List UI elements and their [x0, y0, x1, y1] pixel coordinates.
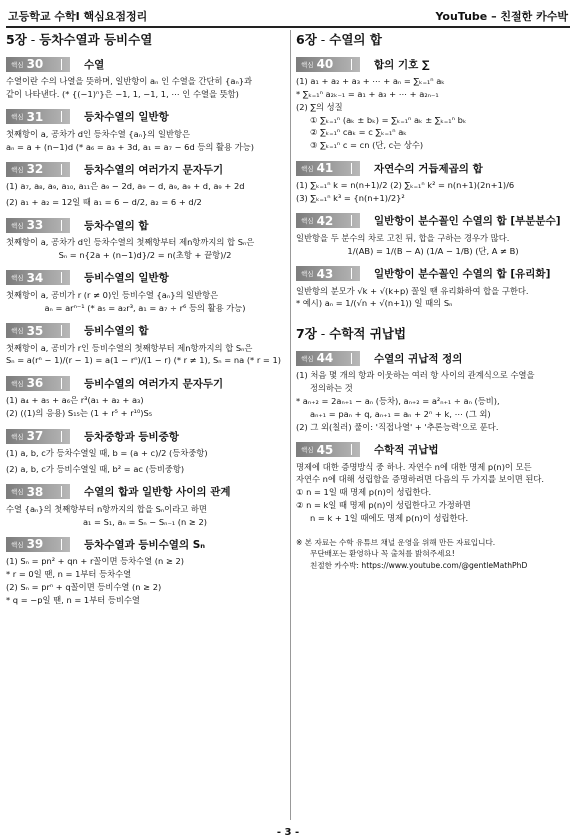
- header-right-title: YouTube – 친절한 카수박: [435, 10, 568, 23]
- section-title: 수열의 합과 일반항 사이의 관계: [84, 486, 231, 499]
- section-badge: 핵심 38: [6, 484, 70, 499]
- text-line: ③ ∑ₖ₌₁ⁿ c = cn (단, c는 상수): [310, 140, 424, 151]
- section-36: [6, 375, 284, 420]
- section-badge: 핵심 39: [6, 537, 70, 552]
- footer-note: ※ 본 자료는 수학 유튜브 채널 운영을 위해 만든 자료입니다. 무단배포는 환영하나 꼭 출처를 밝혀주세요! 친절한 카수박: https://www.youtube.com/@gentleMathPhD: [296, 537, 570, 571]
- section-badge: 핵심 44: [296, 351, 360, 366]
- section-34: [6, 270, 284, 315]
- section-33: [6, 217, 284, 262]
- text-line: ① n = 1일 때 명제 p(n)이 성립한다.: [296, 487, 432, 498]
- header-left-title: 고등학교 수학Ⅰ 핵심요점정리: [8, 10, 148, 23]
- section-42: [296, 213, 570, 258]
- section-title: 수학적 귀납법: [374, 444, 439, 457]
- text-line: 수열이란 수의 나열을 뜻하며, 일반항이 aₙ 인 수열을 간단히 {aₙ}과: [6, 76, 253, 86]
- text-line: ② ∑ₖ₌₁ⁿ caₖ = c ∑ₖ₌₁ⁿ aₖ: [310, 127, 407, 138]
- text-line: (1) a₁ + a₂ + a₃ + ⋯ + aₙ = ∑ₖ₌₁ⁿ aₖ: [296, 76, 445, 86]
- section-title: 일반항이 분수꼴인 수열의 합 [부분분수]: [374, 215, 561, 228]
- chapter-7-title: 7장 - 수학적 귀납법: [296, 326, 407, 342]
- formula-line: Sₙ = a(rⁿ − 1)/(r − 1) = a(1 − rⁿ)/(1 − r) (* r ≠ 1), Sₙ = na (* r = 1): [6, 355, 282, 366]
- text-line: (2) a, b, c가 등비수열일 때, b² = ac (등비중항): [6, 463, 185, 474]
- text-line: * ∑ₖ₌₁ⁿ a₂ₖ₋₁ = a₁ + a₃ + ⋯ + a₂ₙ₋₁: [296, 88, 439, 99]
- left-column: [6, 30, 284, 611]
- section-badge: 핵심 41: [296, 161, 360, 176]
- section-title: 수열의 귀납적 정의: [374, 352, 463, 365]
- section-41: [296, 160, 570, 205]
- section-title: 등차수열의 여러가지 문자두기: [84, 163, 224, 176]
- page-number: - 3 -: [276, 827, 300, 838]
- chapter-5-title: 5장 - 등차수열과 등비수열: [6, 32, 153, 47]
- text-line: 명제에 대한 증명방식 중 하나. 자연수 n에 대한 명제 p(n)이 모든: [296, 461, 532, 472]
- text-line: ② n = k일 때 명제 p(n)이 성립한다고 가정하면: [296, 500, 471, 511]
- text-line: (2) 그 외(칠러) 풀이: '직접나열' + '추론능력'으로 푼다.: [296, 421, 499, 432]
- chapter-6-title: 6장 - 수열의 합: [296, 32, 382, 47]
- text-line: (1) a₇, a₈, a₉, a₁₀, a₁₁은 a₉ − 2d, a₉ − d, a₉, a₉ + d, a₉ + 2d: [6, 181, 245, 192]
- section-badge: 핵심 37: [6, 429, 70, 444]
- section-badge: 핵심 43: [296, 266, 360, 281]
- text-line: (1) a, b, c가 등차수열일 때, b = (a + c)/2 (등차중항): [6, 448, 208, 459]
- section-title: 등비수열의 일반항: [84, 272, 169, 285]
- section-title: 등차수열과 등비수열의 Sₙ: [84, 538, 206, 551]
- section-31: [6, 109, 284, 154]
- text-line: (1) ∑ₖ₌₁ⁿ k = n(n+1)/2 (2) ∑ₖ₌₁ⁿ k² = n(n+1)(2n+1)/6: [296, 180, 515, 191]
- text-line: (3) ∑ₖ₌₁ⁿ k³ = {n(n+1)/2}²: [296, 193, 405, 204]
- formula-line: 1/(AB) = 1/(B − A) (1/A − 1/B) (단, A ≠ B): [347, 245, 519, 256]
- section-badge: 핵심 40: [296, 57, 360, 72]
- section-badge: 핵심 33: [6, 218, 70, 233]
- section-title: 자연수의 거듭제곱의 합: [374, 162, 483, 175]
- section-badge: 핵심 45: [296, 442, 360, 457]
- text-line: 첫째항이 a, 공차가 d인 등차수열의 첫째항부터 제n항까지의 합 Sₙ은: [6, 237, 255, 248]
- page-header: [6, 4, 570, 28]
- section-badge: 핵심 42: [296, 213, 360, 228]
- text-line: (2) a₁ + a₂ = 12일 때 a₁ = 6 − d/2, a₂ = 6 + d/2: [6, 197, 202, 208]
- section-badge: 핵심 30: [6, 57, 70, 72]
- text-line: (2) ((1)의 응용) S₁₅는 (1 + r⁵ + r¹⁰)S₅: [6, 408, 153, 419]
- text-line: 정의하는 것: [310, 383, 353, 394]
- section-37: [6, 428, 284, 476]
- section-39: [6, 536, 284, 606]
- text-line: 일반항을 두 분수의 차로 고친 뒤, 합을 구하는 경우가 많다.: [296, 232, 510, 243]
- text-line: 첫째항이 a, 공비가 r인 등비수열의 첫째항부터 제n항까지의 합 Sₙ은: [6, 342, 253, 353]
- text-line: aₙ = a + (n−1)d (* a₆ = a₃ + 3d, a₁ = a₇ − 6d 등의 활용 가능): [6, 141, 254, 152]
- section-38: [6, 484, 284, 529]
- section-badge: 핵심 32: [6, 162, 70, 177]
- text-line: n = k + 1일 때에도 명제 p(n)이 성립한다.: [310, 513, 469, 524]
- text-line: ① ∑ₖ₌₁ⁿ (aₖ ± bₖ) = ∑ₖ₌₁ⁿ aₖ ± ∑ₖ₌₁ⁿ bₖ: [310, 114, 467, 125]
- section-title: 등차수열의 합: [84, 219, 149, 232]
- text-line: 첫째항이 a, 공비가 r (r ≠ 0)인 등비수열 {aₙ}의 일반항은: [6, 289, 219, 300]
- text-line: * r = 0일 땐, n = 1부터 등차수열: [6, 569, 132, 580]
- section-title: 일반항이 분수꼴인 수열의 합 [유리화]: [374, 268, 551, 281]
- text-line: 자연수 n에 대해 성립함을 증명하려면 다음의 두 가지를 보이면 된다.: [296, 474, 545, 485]
- section-title: 등비수열의 여러가지 문자두기: [84, 377, 224, 390]
- channel-link[interactable]: 친절한 카수박: https://www.youtube.com/@gentleMathPhD: [310, 560, 528, 570]
- text-line: 같이 나타낸다. (* {(−1)ⁿ}은 −1, 1, −1, 1, ⋯ 인 수열을 뜻함): [6, 88, 239, 99]
- text-line: * aₙ₊₂ = 2aₙ₊₁ − aₙ (등차), aₙ₊₂ = a²ₙ₊₁ ÷ aₙ (등비),: [296, 396, 500, 407]
- formula-line: Sₙ = n{2a + (n−1)d}/2 = n(초항 + 끝항)/2: [58, 250, 232, 261]
- section-32: [6, 161, 284, 209]
- section-title: 등비수열의 합: [84, 325, 149, 338]
- text-line: (2) ∑의 성질: [296, 101, 343, 112]
- column-divider: [290, 30, 291, 820]
- section-title: 등차수열의 일반항: [84, 111, 169, 124]
- text-line: * 예시) aₙ = 1/(√n + √(n+1)) 일 때의 Sₙ: [296, 298, 453, 309]
- section-title: 수열: [84, 58, 105, 71]
- text-line: * q = −p일 땐, n = 1부터 등비수열: [6, 595, 140, 606]
- section-badge: 핵심 31: [6, 109, 70, 124]
- section-30: [6, 56, 284, 101]
- text-line: 수열 {aₙ}의 첫째항부터 n항까지의 합을 Sₙ이라고 하면: [6, 503, 207, 514]
- text-line: (1) a₄ + a₅ + a₆은 r³(a₁ + a₂ + a₃): [6, 395, 144, 406]
- section-title: 등차중항과 등비중항: [84, 430, 179, 443]
- section-45: [296, 442, 570, 525]
- section-44: [296, 350, 570, 433]
- text-line: (2) Sₙ = prⁿ + q꼴이면 등비수열 (n ≥ 2): [6, 582, 162, 593]
- section-title: 합의 기호 ∑: [374, 58, 430, 71]
- text-line: aₙ₊₁ = paₙ + q, aₙ₊₁ = aₙ + 2ⁿ + k, ⋯ (그 외): [310, 408, 491, 419]
- text-line: (1) Sₙ = pn² + qn + r꼴이면 등차수열 (n ≥ 2): [6, 556, 185, 567]
- formula-line: a₁ = S₁, aₙ = Sₙ − Sₙ₋₁ (n ≥ 2): [82, 516, 208, 527]
- section-badge: 핵심 34: [6, 270, 70, 285]
- formula-line: aₙ = arⁿ⁻¹ (* a₅ = a₂r³, a₁ = a₇ ÷ r⁶ 등의 활용 가능): [44, 302, 246, 313]
- text-line: (1) 처음 몇 개의 항과 이웃하는 여러 항 사이의 관계식으로 수열을: [296, 370, 535, 381]
- section-35: [6, 323, 284, 368]
- section-43: [296, 266, 570, 311]
- text-line: 일반항의 분모가 √k + √(k+p) 꼴일 땐 유리화하여 합을 구한다.: [296, 285, 529, 296]
- section-badge: 핵심 36: [6, 376, 70, 391]
- section-badge: 핵심 35: [6, 323, 70, 338]
- section-40: [296, 56, 570, 152]
- right-column: [296, 30, 570, 571]
- text-line: 첫째항이 a, 공차가 d인 등차수열 {aₙ}의 일반항은: [6, 128, 191, 139]
